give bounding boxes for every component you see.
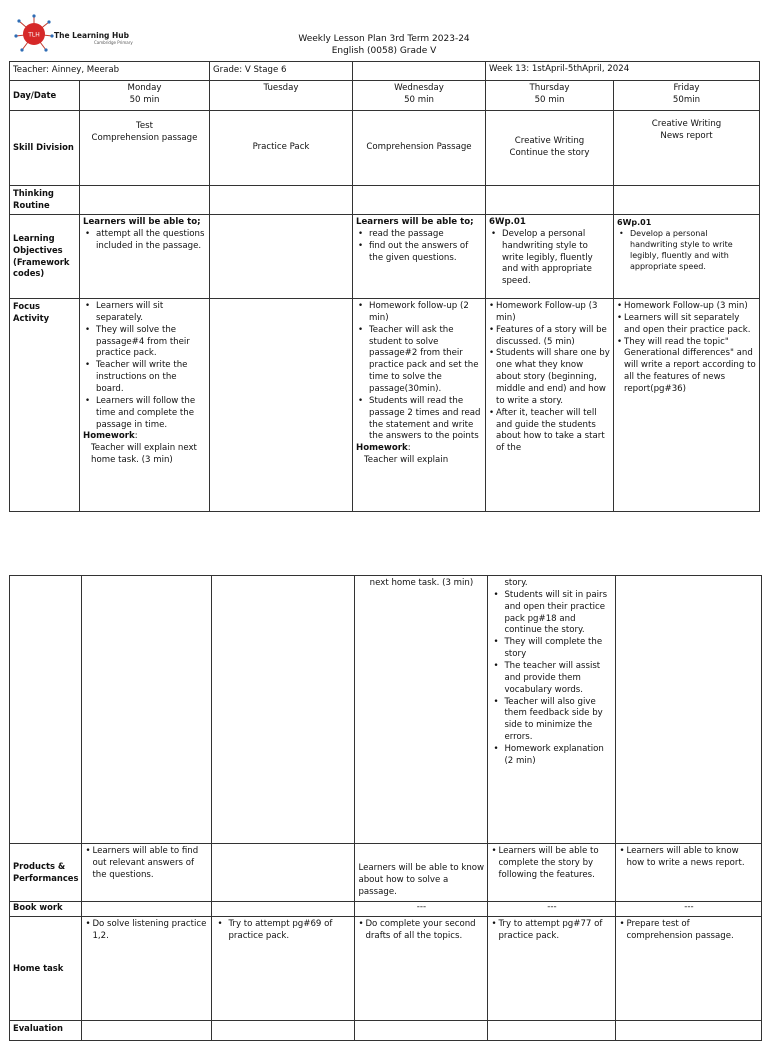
- skill-text: Comprehension passage: [91, 132, 198, 143]
- day-friday: [614, 81, 760, 111]
- hometask-list: [619, 919, 758, 943]
- hometask-monday: [82, 917, 212, 1021]
- hometask-wednesday: [355, 917, 488, 1021]
- hometask-row: [10, 917, 762, 1021]
- empty-cell: [488, 1021, 616, 1041]
- framework-code: 6Wp.01: [489, 217, 526, 227]
- list-item: • The teacher will assist and provide them vocabulary words.: [491, 661, 612, 697]
- objectives-friday: [614, 215, 760, 299]
- skill-friday: [614, 111, 760, 186]
- week-cell: Week 13: 1stApril-5thApril, 2024: [486, 62, 760, 81]
- hometask-friday: [616, 917, 762, 1021]
- focus-wednesday-continued: next home task. (3 min): [355, 576, 488, 844]
- empty-cell: [353, 62, 486, 81]
- list-item: • Homework Follow-up (3 min): [617, 301, 756, 313]
- empty-cell: [210, 215, 353, 299]
- empty-cell: [212, 576, 355, 844]
- row-label-skill: Skill Division: [10, 111, 80, 186]
- empty-cell: [10, 576, 82, 844]
- skill-text: Creative Writing: [514, 136, 585, 147]
- list-item: • They will complete the story: [491, 637, 612, 661]
- empty-cell: [82, 1021, 212, 1041]
- list-item: • Features of a story will be discussed. (5 min): [489, 325, 610, 349]
- homework-label: Homework: [356, 443, 408, 454]
- objectives-heading: Learners will be able to;: [83, 217, 201, 227]
- day-time: 50 min: [129, 94, 160, 105]
- skill-wednesday: Comprehension Passage: [353, 111, 486, 186]
- logo-name: The Learning Hub: [54, 31, 129, 40]
- framework-code: 6Wp.01: [617, 218, 652, 227]
- skill-tuesday: Practice Pack: [210, 111, 353, 186]
- products-row: [10, 844, 762, 902]
- focus-list: [617, 301, 756, 396]
- evaluation-row: [10, 1021, 762, 1041]
- hometask-list: [215, 919, 351, 943]
- day-name: Friday: [673, 83, 700, 93]
- row-label-evaluation: Evaluation: [10, 1021, 82, 1041]
- row-label-focus: Focus Activity: [10, 299, 80, 512]
- products-monday: [82, 844, 212, 902]
- products-list: [85, 846, 208, 882]
- continued-text: story.: [504, 578, 528, 588]
- row-label-day: Day/Date: [10, 81, 80, 111]
- products-wednesday: Learners will be able to know about how to solve a passage.: [355, 844, 488, 902]
- bookwork-friday: ---: [616, 902, 762, 917]
- objectives-list: [489, 229, 610, 288]
- hometask-list: [358, 919, 484, 943]
- skill-monday: [80, 111, 210, 186]
- lesson-plan-table-part1: [9, 61, 760, 512]
- focus-wednesday: • Homework follow-up (2 min) • Teacher will ask the student to solve passage#2 from their practice pack and set the time to solve the passage(30min). • Students will read the passage 2 times and read the statement and write the answers to the points Homework: Teacher will explain: [353, 299, 486, 512]
- objectives-list: [617, 228, 756, 272]
- row-label-bookwork: Book work: [10, 902, 82, 917]
- logo-subtitle: Cambridge Primary: [94, 40, 133, 45]
- document-subtitle: English (0058) Grade V: [331, 46, 437, 56]
- products-friday: [616, 844, 762, 902]
- list-item: • Homework explanation (2 min): [491, 744, 612, 768]
- row-label-products: Products & Performances: [10, 844, 82, 902]
- day-time: 50 min: [534, 94, 565, 105]
- empty-cell: [210, 299, 353, 512]
- hometask-list: [85, 919, 208, 943]
- list-item: • Learners will able to find out relevant answers of the questions.: [85, 846, 208, 882]
- empty-cell: [616, 576, 762, 844]
- list-item: • Learners will follow the time and complete the passage in time.: [83, 396, 206, 432]
- list-item: • Learners will sit separately and open their practice pack.: [617, 313, 756, 337]
- list-item: • Learners will be able to complete the story by following the features.: [491, 846, 612, 882]
- objectives-monday: [80, 215, 210, 299]
- day-tuesday: [210, 81, 353, 111]
- focus-thursday-continued: [488, 576, 616, 844]
- meta-row: [10, 62, 760, 81]
- empty-cell: [486, 186, 614, 215]
- day-time: 50 min: [404, 94, 434, 105]
- hometask-tuesday: [212, 917, 355, 1021]
- day-wednesday: [353, 81, 486, 111]
- list-item: • Learners will sit separately.: [83, 301, 206, 325]
- products-thursday: [488, 844, 616, 902]
- homework-label: Homework: [83, 431, 135, 442]
- list-item: • After it, teacher will tell and guide the students about how to take a start of the: [489, 408, 610, 455]
- skill-text: Test: [136, 121, 153, 131]
- day-thursday: [486, 81, 614, 111]
- empty-cell: [82, 902, 212, 917]
- list-item: • They will read the topic" Generational differences" and will write a report according to all the features of news report(pg#36): [617, 337, 756, 396]
- focus-list: [489, 301, 610, 455]
- objectives-list: [356, 229, 482, 265]
- empty-cell: [212, 844, 355, 902]
- skill-thursday: [486, 111, 614, 186]
- list-item: • Try to attempt pg#77 of practice pack.: [491, 919, 612, 943]
- skill-text: News report: [660, 130, 713, 141]
- focus-row: [10, 299, 760, 512]
- homework-text: Teacher will explain: [364, 455, 449, 466]
- bookwork-thursday: ---: [488, 902, 616, 917]
- day-name: Thursday: [529, 83, 570, 93]
- empty-cell: [80, 186, 210, 215]
- bookwork-row: [10, 902, 762, 917]
- list-item: • Do solve listening practice 1,2.: [85, 919, 208, 943]
- empty-cell: [616, 1021, 762, 1041]
- grade-cell: Grade: V Stage 6: [210, 62, 353, 81]
- objectives-list: [83, 229, 206, 253]
- skill-text: Creative Writing: [651, 119, 722, 129]
- list-item: • find out the answers of the given questions.: [356, 241, 482, 265]
- bookwork-wednesday: ---: [355, 902, 488, 917]
- row-label-objectives: Learning Objectives (Framework codes): [10, 215, 80, 299]
- list-item: • Develop a personal handwriting style to write legibly, fluently and with appropriate speed.: [489, 229, 610, 288]
- day-monday: [80, 81, 210, 111]
- list-item: • They will solve the passage#4 from their practice pack.: [83, 325, 206, 361]
- focus-thursday: [486, 299, 614, 512]
- skill-row: [10, 111, 760, 186]
- list-item: • Students will sit in pairs and open their practice pack pg#18 and continue the story.: [491, 590, 612, 637]
- list-item: • Teacher will ask the student to solve passage#2 from their practice pack and set the time to solve the passage(30min).: [356, 325, 482, 396]
- list-item: • read the passage: [356, 229, 482, 241]
- empty-cell: [82, 576, 212, 844]
- list-item: • Students will share one by one what they know about story (beginning, middle and end) and how to write a story.: [489, 348, 610, 407]
- thinking-row: [10, 186, 760, 215]
- day-name: Monday: [127, 83, 162, 93]
- lesson-plan-table-part2: [9, 575, 762, 1041]
- empty-cell: [355, 1021, 488, 1041]
- objectives-thursday: [486, 215, 614, 299]
- day-time: 50min: [672, 94, 701, 105]
- page-header: [0, 0, 768, 62]
- list-item: • Learners will able to know how to write a news report.: [619, 846, 758, 870]
- day-name: Wednesday: [394, 83, 444, 93]
- list-item: • Homework Follow-up (3 min): [489, 301, 610, 325]
- document-title: Weekly Lesson Plan 3rd Term 2023-24: [298, 34, 470, 44]
- focus-list: [491, 590, 612, 768]
- list-item: • Students will read the passage 2 times and read the statement and write the answers to the points: [356, 396, 482, 443]
- empty-cell: [353, 186, 486, 215]
- svg-text:TLH: TLH: [28, 31, 40, 39]
- objectives-wednesday: [353, 215, 486, 299]
- empty-cell: [212, 902, 355, 917]
- list-item: • Teacher will write the instructions on the board.: [83, 360, 206, 396]
- products-list: [619, 846, 758, 870]
- list-item: • Develop a personal handwriting style to write legibly, fluently and with appropriate speed.: [617, 228, 756, 272]
- objectives-heading: Learners will be able to;: [356, 217, 474, 227]
- list-item: • Do complete your second drafts of all the topics.: [358, 919, 484, 943]
- hometask-thursday: [488, 917, 616, 1021]
- row-label-thinking: Thinking Routine: [10, 186, 80, 215]
- objectives-row: [10, 215, 760, 299]
- empty-cell: [212, 1021, 355, 1041]
- empty-cell: [210, 186, 353, 215]
- focus-continued-row: [10, 576, 762, 844]
- skill-text: Continue the story: [509, 148, 590, 158]
- hometask-list: [491, 919, 612, 943]
- list-item: • Teacher will also give them feedback side by side to minimize the errors.: [491, 697, 612, 744]
- list-item: • Try to attempt pg#69 of practice pack.: [215, 919, 351, 943]
- empty-cell: [614, 186, 760, 215]
- focus-list: [356, 301, 482, 443]
- focus-list: [83, 301, 206, 431]
- list-item: • Homework follow-up (2 min): [356, 301, 482, 325]
- teacher-cell: Teacher: Ainney, Meerab: [10, 62, 210, 81]
- products-list: [491, 846, 612, 882]
- list-item: • attempt all the questions included in the passage.: [83, 229, 206, 253]
- row-label-hometask: Home task: [10, 917, 82, 1021]
- day-row: [10, 81, 760, 111]
- day-name: Tuesday: [263, 83, 299, 93]
- homework-text: Teacher will explain next home task. (3 min): [91, 443, 197, 466]
- focus-friday: [614, 299, 760, 512]
- focus-monday: • Learners will sit separately. • They will solve the passage#4 from their practice pack. • Teacher will write the instructions on the board. • Learners will follow the time and complete the passage in time. Homework: Teacher will explain next home task. (3 min): [80, 299, 210, 512]
- list-item: • Prepare test of comprehension passage.: [619, 919, 758, 943]
